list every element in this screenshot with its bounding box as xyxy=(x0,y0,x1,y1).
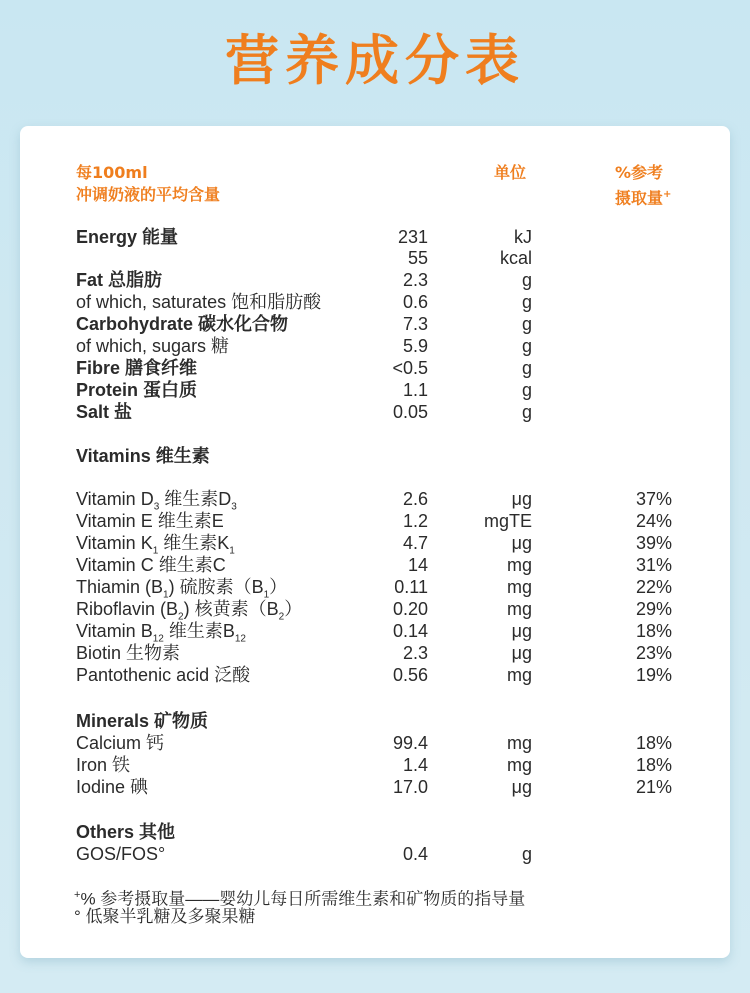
nutrient-unit: g xyxy=(521,358,532,378)
table-row xyxy=(20,357,730,379)
nutrient-unit: mgTE xyxy=(483,511,532,531)
nutrient-label: Salt 盐 xyxy=(76,402,133,422)
table-row xyxy=(20,247,730,269)
nutrient-unit: μg xyxy=(511,533,532,553)
per-serving-header xyxy=(76,162,220,206)
nutrient-label: of which, sugars 糖 xyxy=(76,336,230,356)
nutrient-value: 17.0 xyxy=(392,777,428,797)
section-heading-minerals: Minerals 矿物质 xyxy=(76,711,209,731)
footnote-reference-intake: +% 参考摄取量——婴幼儿每日所需维生素和矿物质的指导量 xyxy=(74,889,526,909)
nutrient-value: 99.4 xyxy=(392,733,428,753)
nutrient-label: Vitamin $K_1$ 维生素$K_1$ xyxy=(76,533,235,557)
table-row xyxy=(20,269,730,291)
nutrient-value: 0.05 xyxy=(392,402,428,422)
nutrient-label: Biotin 生物素 xyxy=(76,643,181,663)
nutrient-label: Carbohydrate 碳水化合物 xyxy=(76,314,289,334)
nutrient-unit: mg xyxy=(506,733,532,753)
table-row xyxy=(20,642,730,664)
nutrient-value: <0.5 xyxy=(392,358,428,378)
reference-intake-percent: 24% xyxy=(635,511,672,531)
reference-intake-percent: 19% xyxy=(635,665,672,685)
table-row xyxy=(20,664,730,686)
nutrient-label: Vitamin E 维生素E xyxy=(76,511,224,531)
nutrient-value: 0.11 xyxy=(394,577,428,597)
nutrient-label: Vitamin C 维生素C xyxy=(76,555,226,575)
section-heading-vitamins: Vitamins 维生素 xyxy=(76,446,210,466)
nutrient-unit: g xyxy=(521,380,532,400)
nutrient-value: 7.3 xyxy=(402,314,428,334)
reference-intake-percent: 18% xyxy=(635,755,672,775)
nutrient-label: Calcium 钙 xyxy=(76,733,165,753)
nutrient-unit: mg xyxy=(506,755,532,775)
table-row xyxy=(20,843,730,865)
nutrient-value: 0.56 xyxy=(392,665,428,685)
nutrient-value: 4.7 xyxy=(402,533,428,553)
nutrient-label: Thiamin $(B_1)$ 硫胺素$(B_1)$ xyxy=(76,577,288,601)
table-row xyxy=(20,379,730,401)
nutrition-card xyxy=(20,126,730,958)
reference-intake-percent: 22% xyxy=(635,577,672,597)
table-row xyxy=(20,488,730,513)
nutrient-unit: μg xyxy=(511,643,532,663)
nutrient-value: 5.9 xyxy=(402,336,428,356)
nutrient-unit: mg xyxy=(506,665,532,685)
nutrient-value: 0.20 xyxy=(392,599,428,619)
nutrient-label: Protein 蛋白质 xyxy=(76,380,198,400)
nutrient-value: 2.3 xyxy=(402,643,428,663)
nutrient-label: of which, saturates 饱和脂肪酸 xyxy=(76,292,322,312)
nutrient-unit: g xyxy=(521,292,532,312)
reference-intake-line2: 摄取量+ xyxy=(615,188,672,208)
nutrient-label: Fat 总脂肪 xyxy=(76,270,163,290)
nutrient-value: 231 xyxy=(397,227,428,247)
table-row xyxy=(20,554,730,576)
table-row xyxy=(20,532,730,557)
table-row xyxy=(20,510,730,532)
nutrient-value: 1.1 xyxy=(402,380,428,400)
nutrient-label: Pantothenic acid 泛酸 xyxy=(76,665,251,685)
nutrient-unit: mg xyxy=(506,599,532,619)
nutrient-label: Vitamin $D_3$ 维生素$D_3$ xyxy=(76,489,237,513)
nutrient-unit: g xyxy=(521,402,532,422)
nutrient-unit: g xyxy=(521,270,532,290)
nutrient-label: GOS/FOS° xyxy=(76,844,166,864)
table-row xyxy=(20,226,730,248)
nutrient-unit: g xyxy=(521,844,532,864)
reference-intake-percent: 39% xyxy=(635,533,672,553)
nutrient-unit: μg xyxy=(511,777,532,797)
nutrient-value: 2.3 xyxy=(402,270,428,290)
nutrient-unit: mg xyxy=(506,577,532,597)
table-row xyxy=(20,401,730,423)
reference-intake-line1: %参考 xyxy=(615,163,664,182)
per-serving-line2: 冲调奶液的平均含量 xyxy=(76,185,221,204)
table-row xyxy=(20,291,730,313)
nutrient-label: Fibre 膳食纤维 xyxy=(76,358,198,378)
table-row xyxy=(20,598,730,623)
nutrient-label: Riboflavin $(B_2)$ 核黄素$(B_2)$ xyxy=(76,599,303,623)
reference-intake-percent: 37% xyxy=(635,489,672,509)
table-row xyxy=(20,732,730,754)
nutrient-value: 14 xyxy=(407,555,428,575)
nutrient-label: Iron 铁 xyxy=(76,755,131,775)
page-title: 营养成分表 xyxy=(225,29,525,92)
section-heading-others: Others 其他 xyxy=(76,822,176,842)
nutrient-value: 0.4 xyxy=(402,844,428,864)
footnote-gos-fos: ° 低聚半乳糖及多聚果糖 xyxy=(74,907,256,926)
table-row xyxy=(20,754,730,776)
per-serving-line1: 每100ml xyxy=(76,163,148,182)
nutrient-unit: g xyxy=(521,314,532,334)
unit-header: 单位 xyxy=(494,163,527,182)
reference-intake-percent: 29% xyxy=(635,599,672,619)
nutrient-value: 0.14 xyxy=(392,621,428,641)
table-row xyxy=(20,776,730,798)
reference-intake-percent: 18% xyxy=(635,621,672,641)
nutrient-unit: mg xyxy=(506,555,532,575)
table-row xyxy=(20,620,730,645)
table-row xyxy=(20,335,730,357)
nutrient-value: 0.6 xyxy=(402,292,428,312)
reference-intake-header xyxy=(615,162,671,209)
nutrient-value: 1.2 xyxy=(402,511,428,531)
nutrient-unit: g xyxy=(521,336,532,356)
reference-intake-percent: 31% xyxy=(635,555,672,575)
nutrient-label: Vitamin $B_{12}$ 维生素$B_{12}$ xyxy=(76,621,246,645)
nutrient-unit: kJ xyxy=(514,227,532,247)
nutrient-label: Iodine 碘 xyxy=(76,777,149,797)
nutrient-value: 1.4 xyxy=(402,755,428,775)
reference-intake-percent: 23% xyxy=(635,643,672,663)
table-row xyxy=(20,576,730,601)
nutrient-value: 2.6 xyxy=(402,489,428,509)
reference-intake-percent: 21% xyxy=(635,777,672,797)
nutrient-unit: μg xyxy=(511,489,532,509)
reference-intake-percent: 18% xyxy=(635,733,672,753)
nutrient-label: Energy 能量 xyxy=(76,227,179,247)
nutrient-value: 55 xyxy=(407,248,428,268)
reference-intake-mark: + xyxy=(663,189,672,200)
nutrient-unit: μg xyxy=(511,621,532,641)
table-row xyxy=(20,313,730,335)
nutrient-unit: kcal xyxy=(499,248,532,268)
